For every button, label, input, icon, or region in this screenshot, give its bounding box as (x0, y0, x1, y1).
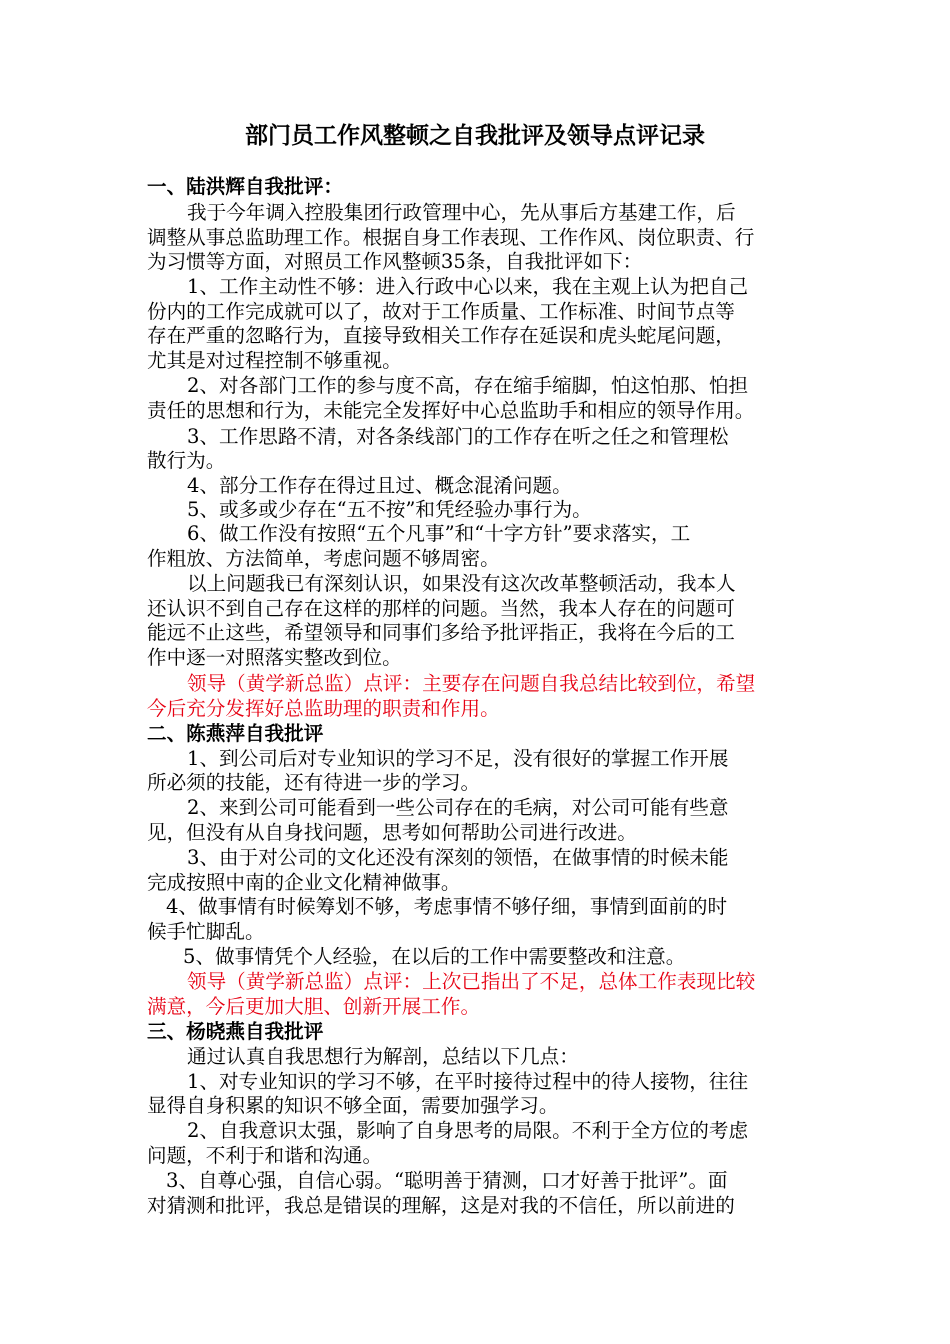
document-title: 部门员工作风整顿之自我批评及领导点评记录 (245, 123, 705, 149)
text-line: 存在严重的忽略行为，直接导致相关工作存在延误和虎头蛇尾问题， (147, 324, 735, 347)
text-line: 1、对专业知识的学习不够，在平时接待过程中的待人接物，往往 (187, 1070, 749, 1093)
text-line: 作中逐一对照落实整改到位。 (147, 646, 402, 669)
text-line: 5、或多或少存在“五不按”和凭经验办事行为。 (187, 498, 592, 521)
text-line: 2、对各部门工作的参与度不高，存在缩手缩脚，怕这怕那、怕担 (187, 374, 749, 397)
section-heading: 二、陈燕萍自我批评 (147, 722, 324, 745)
text-line: 尤其是对过程控制不够重视。 (147, 349, 402, 372)
leader-comment: 满意，今后更加大胆、创新开展工作。 (147, 995, 481, 1018)
text-line: 问题，不利于和谐和沟通。 (147, 1144, 383, 1167)
text-line: 完成按照中南的企业文化精神做事。 (147, 871, 461, 894)
text-line: 1、工作主动性不够：进入行政中心以来，我在主观上认为把自己 (187, 275, 749, 298)
text-line: 为习惯等方面，对照员工作风整顿35条，自我批评如下： (147, 250, 643, 273)
text-line: 对猜测和批评，我总是错误的理解，这是对我的不信任，所以前进的 (147, 1194, 735, 1217)
leader-comment: 领导（黄学新总监）点评：主要存在问题自我总结比较到位，希望 (187, 672, 756, 695)
text-line: 2、自我意识太强，影响了自身思考的局限。不利于全方位的考虑 (187, 1119, 749, 1142)
text-line: 能远不止这些，希望领导和同事们多给予批评指正，我将在今后的工 (147, 621, 735, 644)
text-line: 3、由于对公司的文化还没有深刻的领悟，在做事情的时候未能 (187, 846, 729, 869)
text-line: 作粗放、方法简单，考虑问题不够周密。 (147, 547, 500, 570)
text-line: 6、做工作没有按照“五个凡事”和“十字方针”要求落实，工 (187, 522, 691, 545)
text-line: 1、到公司后对专业知识的学习不足，没有很好的掌握工作开展 (187, 747, 729, 770)
text-line: 调整从事总监助理工作。根据自身工作表现、工作作风、岗位职责、行 (147, 226, 755, 249)
leader-comment: 领导（黄学新总监）点评：上次已指出了不足，总体工作表现比较 (187, 970, 756, 993)
text-line: 见，但没有从自身找问题，思考如何帮助公司进行改进。 (147, 821, 637, 844)
leader-comment: 今后充分发挥好总监助理的职责和作用。 (147, 697, 500, 720)
text-line: 3、工作思路不清，对各条线部门的工作存在听之任之和管理松 (187, 425, 729, 448)
text-line: 5、做事情凭个人经验，在以后的工作中需要整改和注意。 (183, 945, 686, 968)
text-line: 4、部分工作存在得过且过、概念混淆问题。 (187, 474, 572, 497)
text-line: 散行为。 (147, 449, 226, 472)
text-line: 3、自尊心强，自信心弱。“聪明善于猜测，口才好善于批评”。面 (166, 1169, 728, 1192)
section-heading: 三、杨晓燕自我批评 (147, 1020, 324, 1043)
text-line: 所必须的技能，还有待进一步的学习。 (147, 771, 481, 794)
section-heading: 一、陆洪辉自我批评： (147, 175, 343, 198)
text-line: 候手忙脚乱。 (147, 920, 265, 943)
text-line: 还认识不到自己存在这样的那样的问题。当然，我本人存在的问题可 (147, 597, 735, 620)
text-line: 以上问题我已有深刻认识，如果没有这次改革整顿活动，我本人 (187, 572, 736, 595)
text-line: 通过认真自我思想行为解剖，总结以下几点： (187, 1045, 579, 1068)
text-line: 2、来到公司可能看到一些公司存在的毛病，对公司可能有些意 (187, 796, 729, 819)
text-line: 份内的工作完成就可以了，故对于工作质量、工作标准、时间节点等 (147, 300, 735, 323)
text-line: 责任的思想和行为，未能完全发挥好中心总监助手和相应的领导作用。 (147, 399, 755, 422)
text-line: 4、做事情有时候筹划不够，考虑事情不够仔细，事情到面前的时 (166, 895, 728, 918)
text-line: 我于今年调入控股集团行政管理中心，先从事后方基建工作，后 (187, 201, 736, 224)
text-line: 显得自身积累的知识不够全面，需要加强学习。 (147, 1094, 559, 1117)
